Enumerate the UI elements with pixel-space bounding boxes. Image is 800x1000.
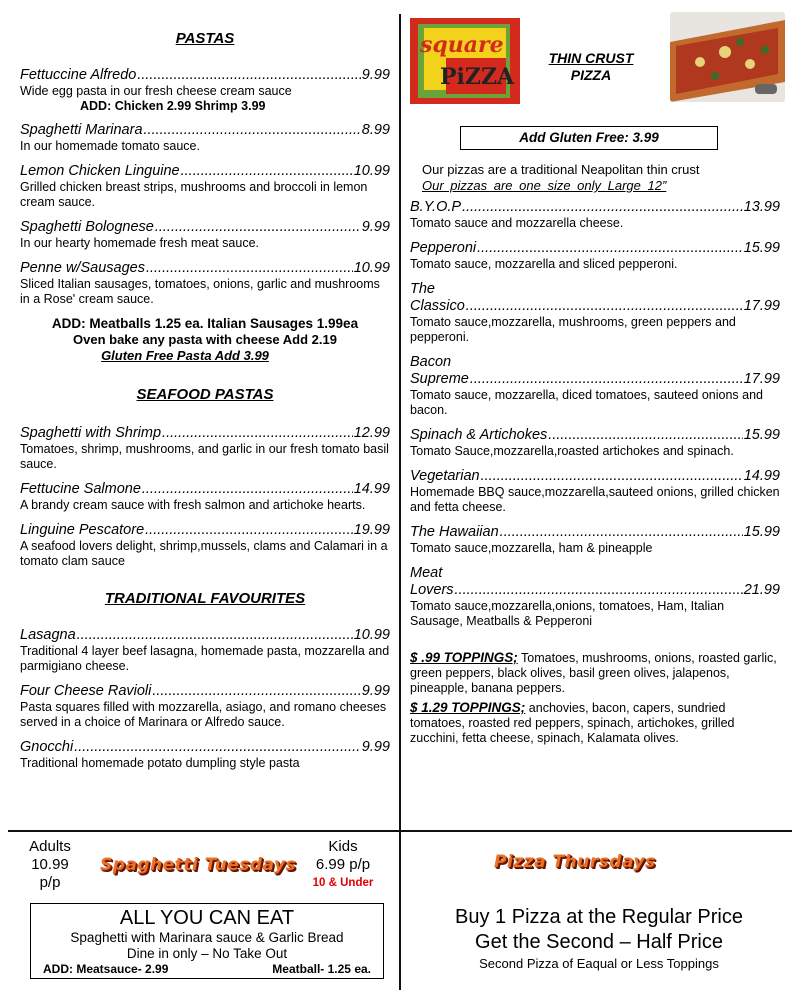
menu-item-name: Penne w/Sausages [20,260,145,276]
pasta-extras [20,316,390,364]
menu-item-name: Supreme [410,371,469,387]
menu-item-line [410,427,780,444]
thin-crust-line1: THIN CRUST [548,50,634,66]
menu-item-name: Vegetarian [410,468,480,484]
menu-item [20,260,390,307]
menu-item-name: Pepperoni [410,240,477,256]
seafood-title: SEAFOOD PASTAS [136,386,274,403]
menu-item-name: Spinach & Artichokes [410,427,548,443]
dot-leader [500,524,743,541]
adults-label: Adults [29,838,71,855]
menu-item [410,468,780,515]
dot-leader [455,582,743,599]
menu-item [20,219,390,251]
menu-item-name: Spaghetti Marinara [20,122,143,138]
menu-item-price: 15.99 [743,240,780,256]
menu-item-price: 14.99 [743,468,780,484]
menu-item-description: Tomato sauce,mozzarella, ham & pineapple [410,541,653,555]
ayce-add: ADD: Meatsauce- 2.99 [43,962,169,976]
menu-item-name: Classico [410,298,465,314]
menu-item-description: Tomato sauce, mozzarella, diced tomatoes, sauteed onions and bacon. [410,388,763,417]
toppings-129 [410,700,780,746]
menu-item-line [410,199,780,216]
section-divider [8,830,792,832]
menu-item [410,240,780,272]
dot-leader [142,481,353,498]
menu-item [20,425,390,472]
menu-item-name: Spaghetti with Shrimp [20,425,162,441]
menu-item-name-prefix: The [410,281,435,297]
dot-leader [146,260,353,277]
pasta-oven-line: Oven bake any pasta with cheese Add 2.19 [73,332,337,347]
pizza-photo [670,12,785,102]
menu-item-price: 15.99 [743,427,780,443]
pastas-title: PASTAS [175,30,235,47]
menu-item-line [410,582,780,599]
menu-item-description: Wide egg pasta in our fresh cheese cream sauce [20,84,292,98]
menu-item-price: 10.99 [353,260,390,276]
menu-item-description: In our homemade tomato sauce. [20,139,200,153]
pasta-gluten-line: Gluten Free Pasta Add 3.99 [101,348,269,363]
spaghetti-tuesdays-banner: Spaghetti Tuesdays [100,855,297,875]
menu-item-price: 12.99 [353,425,390,441]
toppings-99 [410,650,780,696]
pizza-intro: Our pizzas are a traditional Neapolitan thin crust [422,162,700,177]
dot-leader [144,122,361,139]
menu-item [410,565,780,629]
menu-item-line [410,240,780,257]
menu-item-price: 9.99 [361,67,390,83]
menu-item-line [20,522,390,539]
pasta-list [20,67,390,307]
menu-item-line [410,371,780,388]
menu-item-description: Tomatoes, shrimp, mushrooms, and garlic in our fresh tomato basil sauce. [20,442,389,471]
kids-note: 10 & Under [312,877,374,889]
ayce-meatball: Meatball- 1.25 ea. [272,962,371,976]
menu-item [20,122,390,154]
dot-leader [462,199,743,216]
menu-item-description: Tomato Sauce,mozzarella,roasted artichokes and spinach. [410,444,734,458]
menu-item-line [20,481,390,498]
pizza-offer-line1: Buy 1 Pizza at the Regular Price [455,906,743,928]
menu-item-description: In our hearty homemade fresh meat sauce. [20,236,260,250]
menu-item-description: Pasta squares filled with mozzarella, asiago, and romano cheeses served in a choice of Marinara or Alfredo sauce. [20,700,387,729]
menu-item-name: Lemon Chicken Linguine [20,163,180,179]
menu-item-price: 21.99 [743,582,780,598]
dot-leader [548,427,742,444]
traditional-list [20,627,390,771]
adults-price: 10.99 [31,856,69,873]
menu-item [20,739,390,771]
menu-item-description: Tomato sauce,mozzarella,onions, tomatoes, Ham, Italian Sausage, Meatballs & Pepperoni [410,599,725,628]
dot-leader [481,468,743,485]
thin-crust-header [532,50,650,84]
dot-leader [477,240,743,257]
toppings-129-text: anchovies, bacon, capers, sundried tomatoes, roasted red peppers, spinach, artichokes, grilled zucchini, fetta cheese, spinach, Kalamata olives. [410,701,735,745]
menu-item [20,627,390,674]
dot-leader [155,219,361,236]
menu-item-price: 9.99 [361,683,390,699]
menu-item [410,281,780,345]
pizza-thursdays-offer [404,905,794,972]
menu-item-price: 14.99 [353,481,390,497]
menu-item-price: 9.99 [361,739,390,755]
kids-pricing [298,838,388,892]
adults-unit: p/p [39,874,61,891]
menu-item-name: Spaghetti Bolognese [20,219,154,235]
menu-item-description: A brandy cream sauce with fresh salmon and artichoke hearts. [20,498,366,512]
dot-leader [466,298,743,315]
menu-item-price: 13.99 [743,199,780,215]
gluten-free-box: Add Gluten Free: 3.99 [460,126,718,150]
kids-label: Kids [328,838,358,855]
menu-item-description: Grilled chicken breast strips, mushrooms and broccoli in lemon cream sauce. [20,180,368,209]
menu-item-description: Tomato sauce, mozzarella and sliced pepperoni. [410,257,678,271]
ayce-add-line [31,962,383,977]
menu-item-name: Linguine Pescatore [20,522,145,538]
pizza-column [410,162,780,746]
seafood-list [20,425,390,569]
menu-item [410,524,780,556]
dot-leader [162,425,353,442]
menu-item-name: Gnocchi [20,739,74,755]
menu-item [20,163,390,210]
menu-item-description: Tomato sauce,mozzarella, mushrooms, green peppers and pepperoni. [410,315,736,344]
ayce-title: ALL YOU CAN EAT [119,907,295,929]
toppings-129-label: $ 1.29 TOPPINGS; [410,700,526,715]
menu-item-name: Fettucine Salmone [20,481,141,497]
menu-item-description: Sliced Italian sausages, tomatoes, onions, garlic and mushrooms in a Rose' cream sauce. [20,277,380,306]
menu-item [20,481,390,513]
dot-leader [181,163,353,180]
menu-item-price: 10.99 [353,163,390,179]
menu-item-line [20,739,390,756]
menu-item-name: Four Cheese Ravioli [20,683,152,699]
menu-item-description: Traditional 4 layer beef lasagna, homemade pasta, mozzarella and parmigiano cheese. [20,644,390,673]
menu-item-price: 17.99 [743,298,780,314]
menu-item [410,354,780,418]
menu-item [20,522,390,569]
ayce-line2: Dine in only – No Take Out [126,946,288,961]
column-divider [399,14,401,990]
square-pizza-logo [410,18,520,104]
menu-item-price: 8.99 [361,122,390,138]
menu-item [410,199,780,231]
menu-item-description: Homemade BBQ sauce,mozzarella,sauteed onions, grilled chicken and fetta cheese. [410,485,780,514]
menu-item-description: A seafood lovers delight, shrimp,mussels, clams and Calamari in a tomato clam sauce [20,539,388,568]
dot-leader [74,739,361,756]
menu-item-line [410,468,780,485]
menu-item-name-prefix: Meat [410,565,443,581]
menu-item-price: 19.99 [353,522,390,538]
pasta-column [20,30,390,780]
menu-item [410,427,780,459]
menu-item-name: Fettuccine Alfredo [20,67,137,83]
thin-crust-line2: PIZZA [570,67,612,83]
menu-item-name: B.Y.O.P [410,199,462,215]
pizza-list [410,199,780,629]
menu-item-addon: ADD: Chicken 2.99 Shrimp 3.99 [80,99,266,113]
menu-item [20,67,390,113]
menu-item-price: 15.99 [743,524,780,540]
logo-bottom-text: PiZZA [440,64,515,90]
menu-item-price: 10.99 [353,627,390,643]
menu-item-name: Lasagna [20,627,76,643]
menu-item-line [410,298,780,315]
menu-item-line [20,260,390,277]
dot-leader [77,627,353,644]
pizza-offer-line2: Get the Second – Half Price [475,931,723,953]
menu-item-name: Lovers [410,582,454,598]
menu-item-name: The Hawaiian [410,524,499,540]
toppings-99-label: $ .99 TOPPINGS; [410,650,518,665]
traditional-title: TRADITIONAL FAVOURITES [104,590,306,607]
dot-leader [145,522,353,539]
dot-leader [470,371,743,388]
menu-item-line [20,683,390,700]
menu-item-name-prefix: Bacon [410,354,452,370]
menu-item-line [20,219,390,236]
pizza-thursdays-banner: Pizza Thursdays [494,852,656,872]
menu-item [20,683,390,730]
toppings-99-text: Tomatoes, mushrooms, onions, roasted garlic, green peppers, black olives, basil green olives, jalapenos, pineapple, banana peppers. [410,651,777,695]
dot-leader [137,67,360,84]
logo-top-text: square [420,32,504,58]
all-you-can-eat-box [30,903,384,979]
menu-item-line [410,524,780,541]
dot-leader [152,683,360,700]
menu-item-description: Traditional homemade potato dumpling style pasta [20,756,300,770]
menu-item-price: 9.99 [361,219,390,235]
menu-item-line [20,67,390,84]
adults-pricing [20,838,80,892]
pizza-size-note: Our pizzas are one size only Large 12” [422,178,667,193]
menu-item-line [20,627,390,644]
menu-item-line [20,163,390,180]
menu-item-price: 17.99 [743,371,780,387]
kids-price: 6.99 p/p [315,856,371,873]
menu-item-description: Tomato sauce and mozzarella cheese. [410,216,624,230]
pasta-add-line: ADD: Meatballs 1.25 ea. Italian Sausages 1.99ea [51,316,359,331]
menu-item-line [20,122,390,139]
menu-item-line [20,425,390,442]
ayce-line1: Spaghetti with Marinara sauce & Garlic Bread [70,930,344,945]
pizza-offer-line3: Second Pizza of Eaqual or Less Toppings [479,956,719,971]
